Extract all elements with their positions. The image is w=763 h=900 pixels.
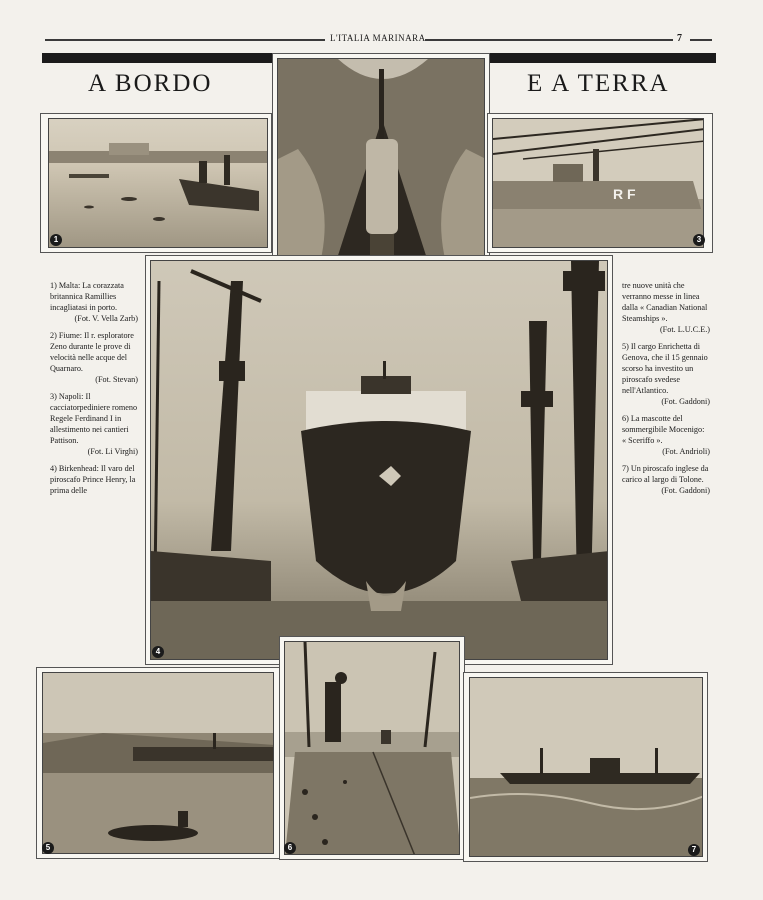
photo-2-scout-zeno bbox=[277, 58, 485, 270]
photo-1-battleship-malta bbox=[48, 118, 268, 248]
photo-number-4: 4 bbox=[152, 646, 164, 658]
title-left: A BORDO bbox=[88, 70, 213, 97]
captions-left bbox=[50, 280, 138, 502]
photo-number-3: 3 bbox=[693, 234, 705, 246]
header-rule-left bbox=[45, 39, 325, 41]
caption-2: 2) Fiume: Il r. esploratore Zeno durante le prove di velocità nelle acque del Quarnaro. (Fot. Stevan) bbox=[50, 331, 138, 384]
photo-6-submarine-mocenigo-mascot bbox=[284, 641, 460, 855]
photo-7-cargo-off-toulon bbox=[469, 677, 703, 857]
photo-3-destroyer-regele-ferdinand bbox=[492, 118, 704, 248]
photo-4-launch-prince-henry bbox=[150, 260, 608, 660]
header-rule-end bbox=[690, 39, 712, 41]
caption-3: 3) Napoli: Il cacciatorpediniere romeno Regele Ferdinand I in allestimento nei cantieri Pattison. (Fot. Li Virghi) bbox=[50, 392, 138, 456]
band-right bbox=[490, 53, 716, 63]
photo-number-5: 5 bbox=[42, 842, 54, 854]
photo-number-6: 6 bbox=[284, 842, 296, 854]
caption-5: 5) Il cargo Enrichetta di Genova, che il 15 gennaio scorso ha investito un piroscafo svedese nell'Atlantico. (Fot. Gaddoni) bbox=[622, 342, 710, 406]
photo-number-1: 1 bbox=[50, 234, 62, 246]
running-head: L'ITALIA MARINARA bbox=[330, 33, 426, 43]
caption-6: 6) La mascotte del sommergibile Mocenigo: « Sceriffo ». (Fot. Andrioli) bbox=[622, 414, 710, 456]
captions-right bbox=[622, 280, 710, 502]
page-number: 7 bbox=[677, 33, 682, 44]
caption-4: 4) Birkenhead: Il varo del piroscafo Prince Henry, la prima delle bbox=[50, 464, 136, 495]
caption-4-continued: tre nuove unità che verranno messe in linea dalla « Canadian National Steamships ». (Fot. L.U.C.E.) bbox=[622, 281, 710, 334]
header-rule-right bbox=[425, 39, 673, 41]
photo-number-7: 7 bbox=[688, 844, 700, 856]
photo-5-cargo-enrichetta bbox=[42, 672, 274, 854]
ship-marking: R F bbox=[613, 186, 636, 202]
caption-1: 1) Malta: La corazzata britannica Ramillies incagliatasi in porto. (Fot. V. Vella Zarb) bbox=[50, 281, 138, 323]
band-left bbox=[42, 53, 272, 63]
title-right: E A TERRA bbox=[527, 70, 670, 97]
caption-7: 7) Un piroscafo inglese da carico al largo di Tolone. (Fot. Gaddoni) bbox=[622, 464, 710, 495]
